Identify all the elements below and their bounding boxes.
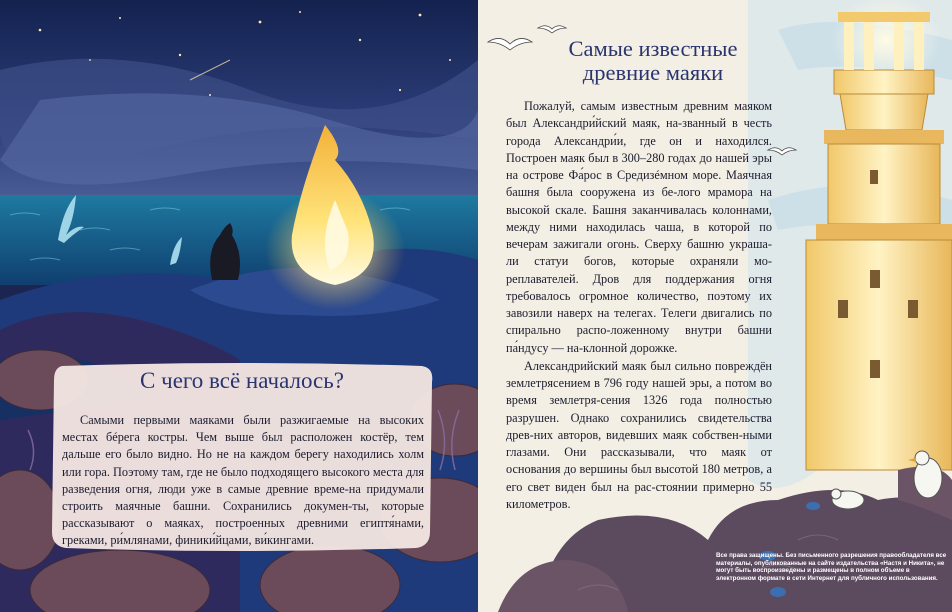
right-paragraph-1: Пожалуй, самым известным древним маяком был Александри́йский маяк, на-званный в честь города Александри́и, где он и находился. Построен маяк был в 300–280 годах до нашей эры на острове Фа́рос в Средизéмном море. Маячная башня была сооружена из бе-лого мрамора на высокой скале. Башня заканчивалась колоннами, между ними находилась чаша, в которой по вечерам зажигали огонь. Сверху башню украша-ли статуи богов, которые охраняли мо-реплавателей. Дров для поддержания огня требовалось огромное количество, поэтому их завозили наверх на телегах. Телеги двигались по спирально распо-ложенному внутри башни па́ндусу — на-клонной дорожке.	[506, 99, 772, 355]
left-paragraph: Самыми первыми маяками были разжигаемые на высоких местах бéрега костры. Чем выше был расположен костёр, тем дальше его было видно. Но не на каждом берегу находились холм или гора. Поэтому там, где не было подходящего высокого места для разведения огня, люди уже в самые древние време-на придумали строить маячные башни. Сохранились докумен-ты, которые рассказывают о маяках, построенных древними египтя́нами, греками, ри́млянами, финики́йцами, ви́кингами.	[62, 413, 424, 548]
right-page	[478, 0, 952, 612]
left-section-body	[62, 412, 424, 550]
right-section-body	[506, 98, 772, 513]
right-title-line-1: Самые известные	[568, 36, 738, 61]
right-title-line-2: древние маяки	[582, 60, 724, 85]
right-paragraph-2: Александрийский маяк был сильно повреждён землетрясением в 796 году нашей эры, а потом во время землетря-сения 1326 года полностью разрушен. Однако сохранились свидетельства древ-них авторов, видевших маяк собствен-ными глазами. Они рассказывали, что маяк от основания до вершины был высотой 180 метров, а его свет виден был на рас-стоянии примерно 55 километров.	[506, 358, 772, 511]
copyright-notice: Все права защищены. Без письменного разрешения правообладателя все материалы, опубликованные на сайте издательства «Настя и Никита», не могут быть воспроизведены и размещены в полном объеме в электронном формате в сети Интернет для публичного использования.	[716, 552, 947, 582]
left-section-title: С чего всё началось?	[140, 368, 344, 393]
right-section-title	[538, 37, 768, 85]
